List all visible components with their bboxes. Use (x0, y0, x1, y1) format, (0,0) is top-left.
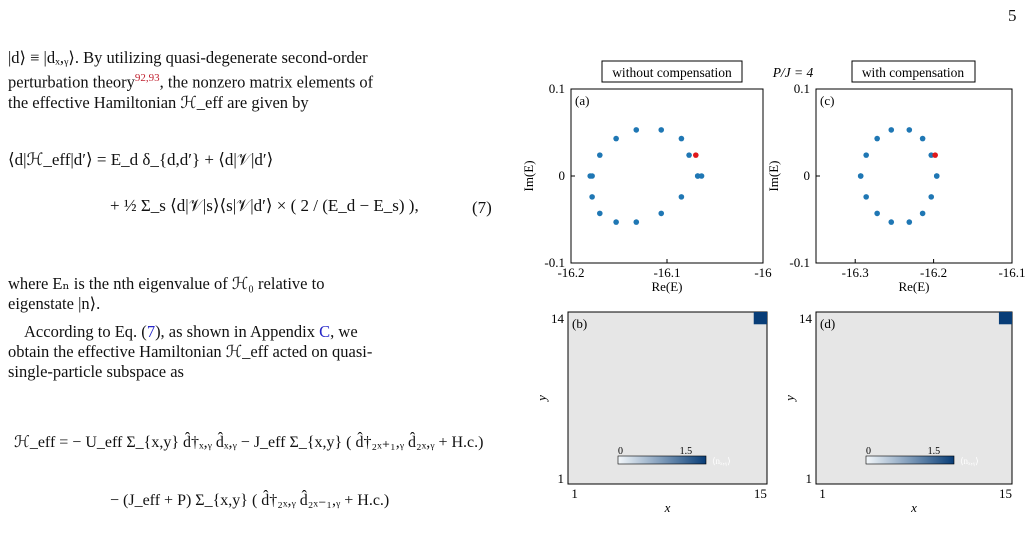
x-tick-label: 1 (819, 486, 826, 501)
panel-c (766, 81, 1026, 294)
citation-ref[interactable]: 92,93 (134, 72, 160, 84)
y-tick-label: -0.1 (544, 255, 565, 270)
y-tick-label: -0.1 (789, 255, 810, 270)
eigen-line-2: eigenstate |n⟩. (8, 294, 101, 313)
x-tick-label: 1 (571, 486, 578, 501)
data-point (613, 219, 619, 225)
data-point (679, 194, 685, 200)
figure (520, 0, 1029, 537)
panel-b (534, 311, 767, 515)
x-axis-label: Re(E) (898, 279, 930, 294)
data-point (597, 152, 603, 158)
data-point (679, 136, 685, 142)
data-point (863, 152, 869, 158)
colorbar-label: ⟨nₓ,ᵧ⟩ (960, 456, 979, 466)
colorbar-tick: 0 (866, 446, 871, 457)
heff-line-2: − (J_eff + P) Σ_{x,y} ( d̂†₂ₓ,ᵧ d̂₂ₓ₋₁,ᵧ + H.c.) (110, 492, 390, 509)
appendix-line-1-start: According to Eq. ( (24, 322, 147, 341)
paragraph-eigen (8, 274, 504, 314)
panel-label: (d) (820, 316, 836, 331)
x-tick-label: -16.1 (998, 265, 1026, 280)
data-point (613, 136, 619, 142)
colorbar-tick: 0 (618, 446, 623, 457)
data-point (699, 173, 705, 179)
data-point (597, 211, 603, 217)
appendix-line-1-mid: ), as shown in Appendix (155, 322, 320, 341)
colorbar (866, 456, 954, 464)
data-point (658, 211, 664, 217)
colorbar-tick: 1.5 (927, 446, 941, 457)
panel-label: (b) (572, 316, 588, 331)
data-point (928, 194, 934, 200)
data-point (863, 194, 869, 200)
y-tick-label: 14 (799, 311, 812, 327)
highlight-point (693, 152, 699, 158)
eq-ref-link[interactable]: 7 (146, 322, 156, 341)
intro-line-2 (8, 68, 504, 93)
x-tick-label: -16.2 (920, 265, 948, 280)
data-point (920, 136, 926, 142)
y-tick-label: 0 (558, 168, 565, 183)
panel-d (782, 311, 1012, 515)
data-point (633, 219, 639, 225)
data-point (888, 219, 894, 225)
data-point (874, 136, 880, 142)
equation-7-line-1: ⟨d|ℋ_eff|d′⟩ = E_d δ_{d,d′} + ⟨d|𝒱|d′⟩ (8, 150, 274, 169)
panel-label: (a) (575, 93, 590, 108)
appendix-ref-link[interactable]: C (319, 322, 331, 341)
x-tick-label: -16.2 (557, 265, 585, 280)
panel-a (521, 81, 772, 294)
data-point (858, 173, 864, 179)
x-tick-label: 15 (998, 486, 1012, 501)
hot-cell (754, 312, 767, 324)
x-axis-label: x (664, 500, 671, 515)
data-point (658, 127, 664, 133)
equation-7-number: (7) (472, 198, 492, 217)
appendix-line-3: single-particle subspace as (8, 362, 184, 381)
data-point (589, 194, 595, 200)
page-number: 5 (1008, 6, 1017, 25)
equation-7-line-2: + ½ Σ_s ⟨d|𝒱|s⟩⟨s|𝒱|d′⟩ × ( 2 / (E_d − E_s) ), (110, 196, 419, 215)
header-left: without compensation (612, 65, 732, 80)
colorbar-tick: 1.5 (679, 446, 693, 457)
data-point (686, 152, 692, 158)
data-point (906, 219, 912, 225)
appendix-line-2: obtain the effective Hamiltonian ℋ_eff acted on quasi- (8, 342, 373, 361)
x-tick-label: -16 (754, 265, 772, 280)
data-point (934, 173, 940, 179)
appendix-line-1 (8, 322, 504, 342)
header-mid: P/J = 4 (772, 65, 814, 80)
y-tick-label: 0.1 (793, 81, 810, 96)
data-point (906, 127, 912, 133)
data-point (587, 173, 593, 179)
x-tick-label: 15 (753, 486, 767, 501)
appendix-line-1-end: , we (330, 322, 358, 341)
y-axis-label: y (534, 395, 549, 401)
intro-line-1: |d⟩ ≡ |dₓ,ᵧ⟩. By utilizing quasi-degenerate second-order (8, 48, 368, 67)
y-tick-label: 0.1 (548, 81, 565, 96)
plot-frame (816, 89, 1012, 263)
y-axis-label: Im(E) (521, 160, 536, 192)
x-tick-label: -16.1 (653, 265, 681, 280)
x-axis-label: x (911, 500, 917, 515)
intro-line-2-end: , the nonzero matrix elements of (159, 72, 374, 92)
header-right: with compensation (861, 65, 965, 80)
y-axis-label: y (782, 395, 797, 401)
y-axis-label: Im(E) (766, 160, 781, 192)
plot-frame (571, 89, 763, 263)
y-tick-label: 1 (805, 470, 812, 486)
x-axis-label: Re(E) (651, 279, 683, 294)
data-point (920, 211, 926, 217)
hot-cell (999, 312, 1012, 324)
eigen-line-1: where Eₙ is the nth eigenvalue of ℋ₀ relative to (8, 274, 325, 293)
data-point (633, 127, 639, 133)
paragraph-intro (8, 48, 504, 113)
colorbar-label: ⟨nₓ,ᵧ⟩ (712, 456, 731, 466)
y-tick-label: 0 (803, 168, 810, 183)
highlight-point (932, 152, 938, 158)
intro-line-2-start: perturbation theory (8, 72, 135, 92)
x-tick-label: -16.3 (841, 265, 869, 280)
figure-canvas (520, 0, 1029, 537)
heff-line-1: ℋ_eff = − U_eff Σ_{x,y} d̂†ₓ,ᵧ d̂ₓ,ᵧ − J_eff Σ_{x,y} ( d̂†₂ₓ₊₁,ᵧ d̂₂ₓ,ᵧ + H.c.) (14, 434, 484, 451)
colorbar (618, 456, 706, 464)
paragraph-appendix (8, 322, 504, 382)
y-tick-label: 14 (551, 311, 564, 327)
intro-line-3: the effective Hamiltonian ℋ_eff are given by (8, 92, 309, 112)
data-point (874, 211, 880, 217)
data-point (888, 127, 894, 133)
y-tick-label: 1 (557, 470, 564, 486)
panel-label: (c) (820, 93, 835, 108)
